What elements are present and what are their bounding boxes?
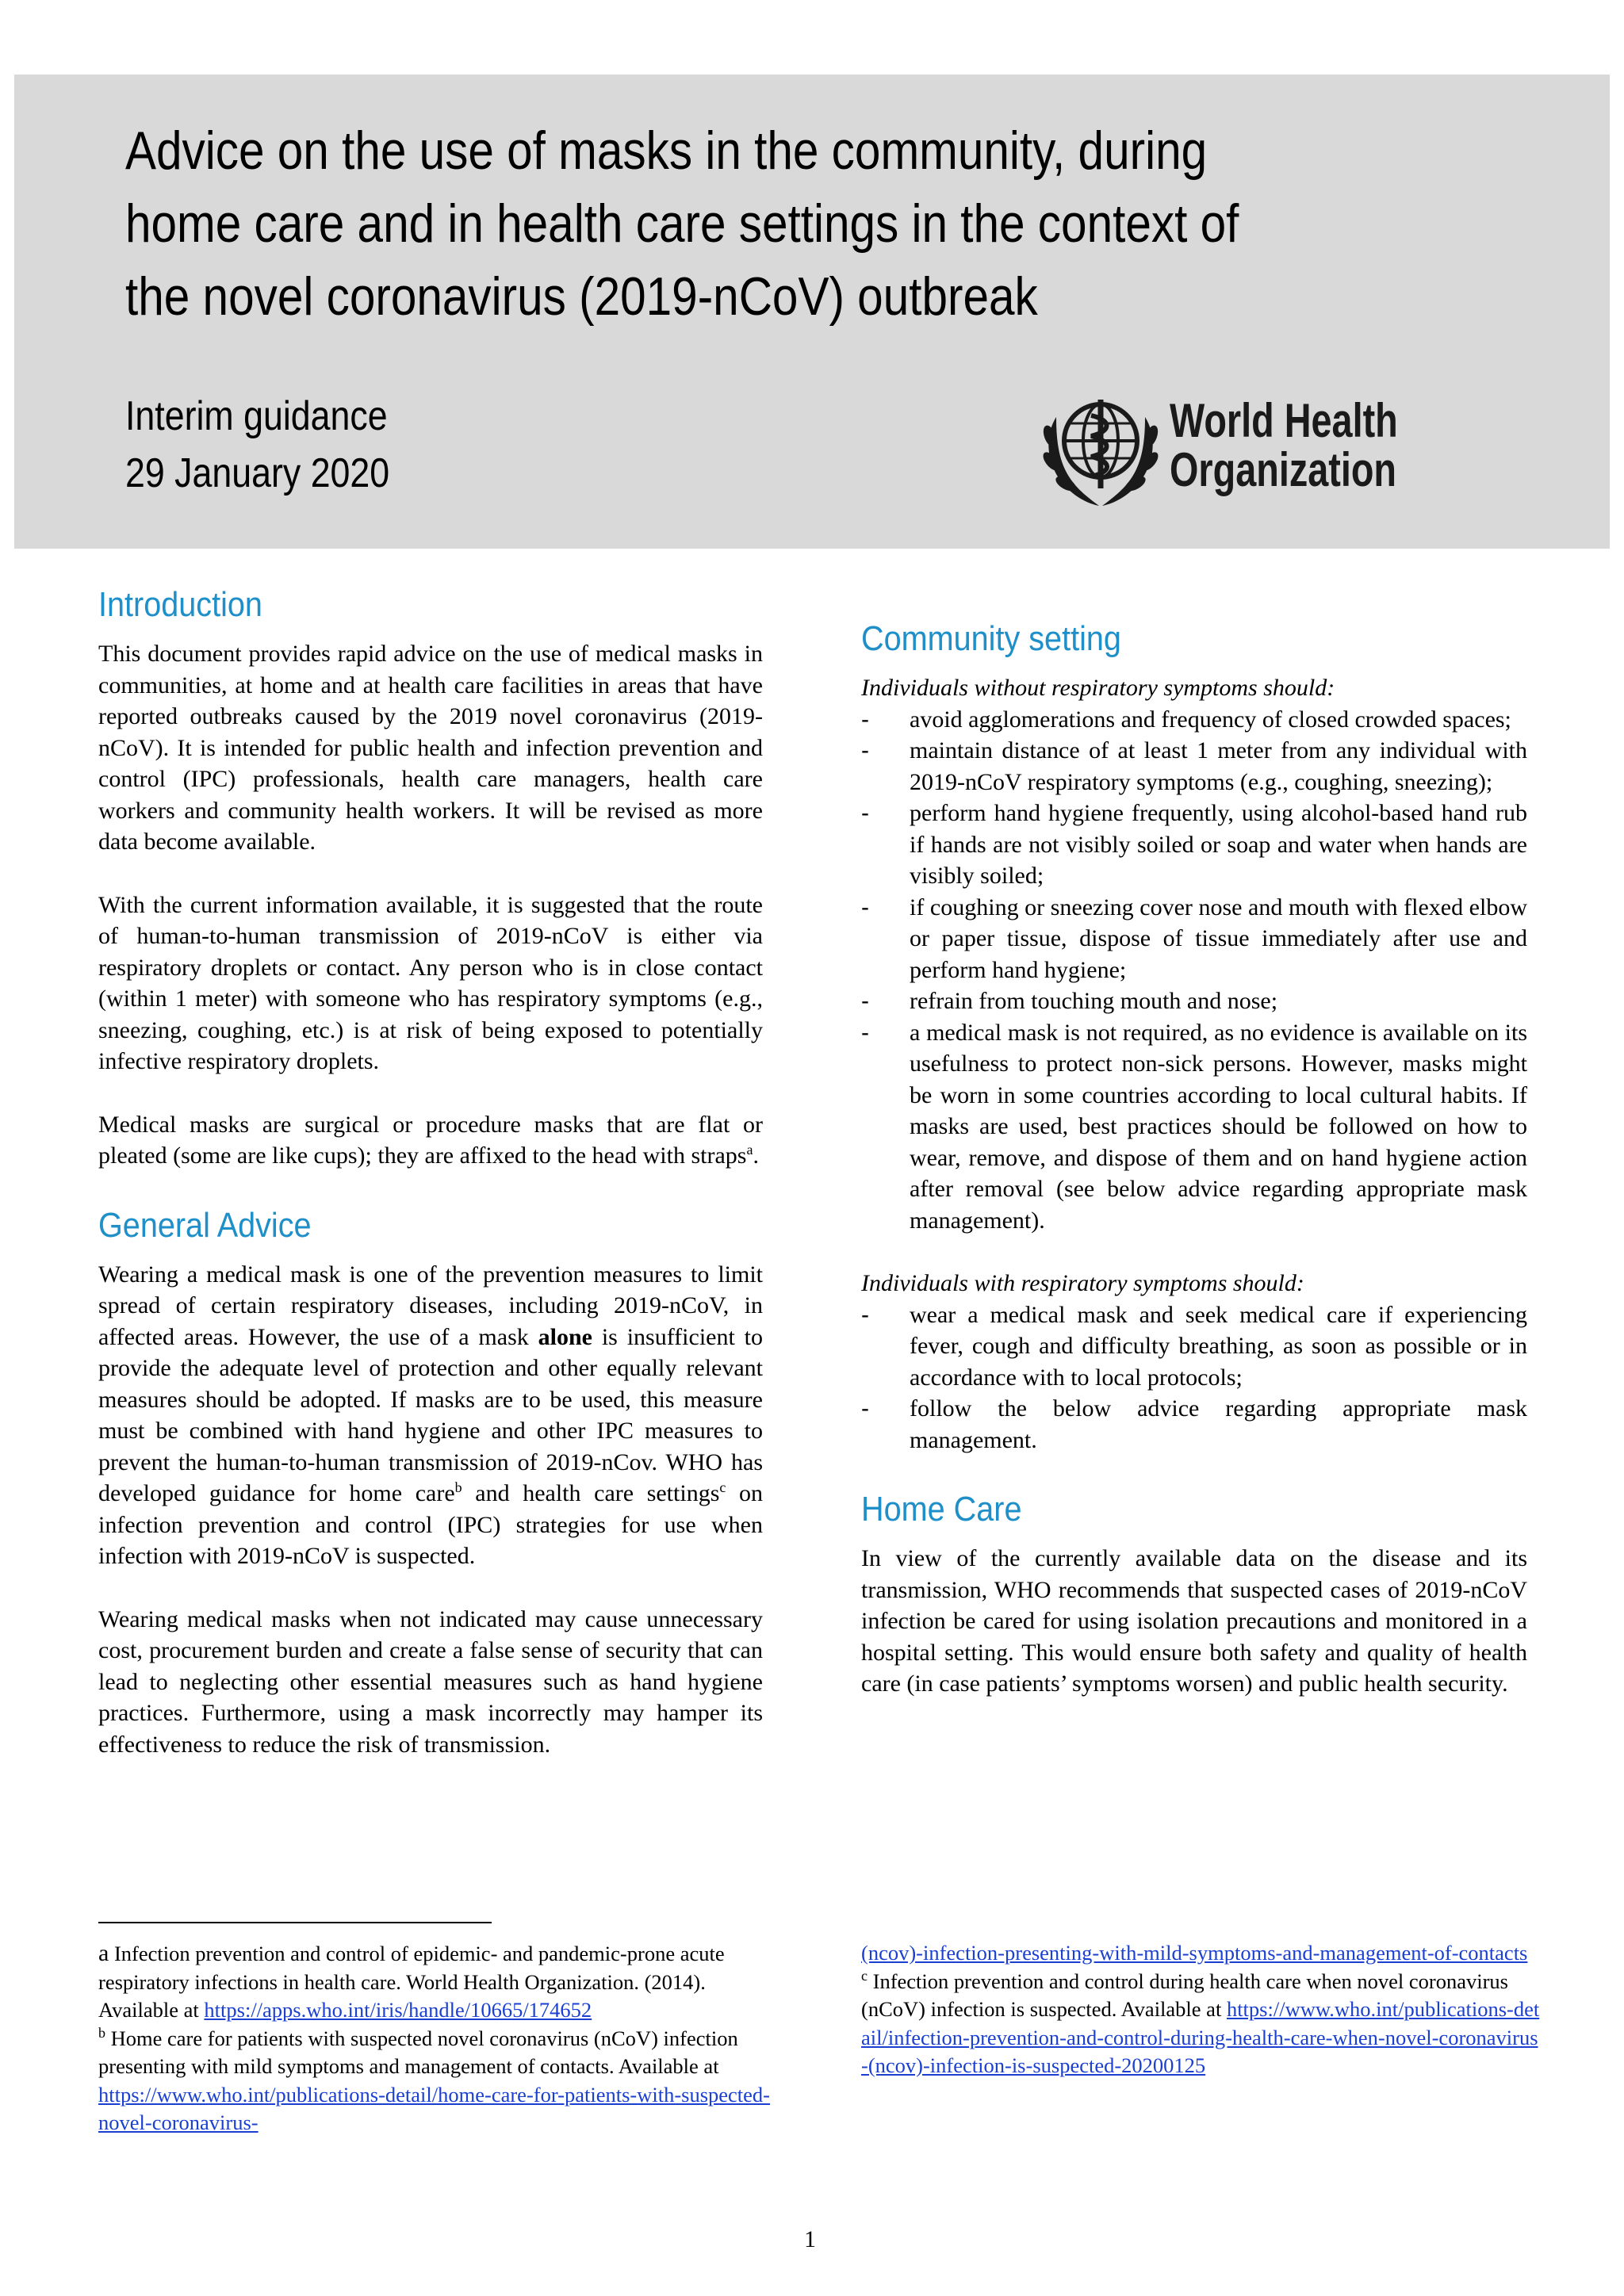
general-p1-text-1: Wearing a medical mask is one of the prevention measures to limit spread of certain respiratory diseases, including 2019-nCoV, in affected areas. However, the use of a mask [98,1261,763,1350]
footnote-b-link-continued[interactable]: (ncov)-infection-presenting-with-mild-symptoms-and-management-of-contacts [861,1941,1528,1965]
list-item: - follow the below advice regarding appropriate mask management. [861,1393,1527,1456]
footnote-a-mark: a [98,1940,109,1966]
footnotes-left [98,1939,772,2137]
general-advice-heading: General Advice [98,1205,312,1245]
footnote-b-mark: b [98,2024,105,2041]
document-title [125,114,1353,333]
introduction-heading: Introduction [98,585,262,624]
footnote-a-link[interactable]: https://apps.who.int/iris/handle/10665/174652 [204,1998,592,2022]
introduction-p3-text: Medical masks are surgical or procedure masks that are flat or pleated (some are like cups); they are affixed to the head with straps [98,1111,763,1169]
footnotes-right [861,1939,1543,2080]
footnote-ref-b[interactable]: b [454,1479,462,1495]
list-item: - maintain distance of at least 1 meter from any individual with 2019-nCoV respiratory symptoms (e.g., coughing, sneezing); [861,735,1527,798]
who-wordmark-line-2: Organization [1170,443,1397,496]
footnote-divider [98,1922,492,1923]
with-symptoms-list [861,1299,1527,1456]
footnote-ref-a[interactable]: a [746,1142,753,1158]
introduction-paragraph-2: With the current information available, it is suggested that the route of human-to-human transmission of 2019-nCoV is either via respiratory droplets or contact. Any person who is in close contact (within 1 meter) with someone who has respiratory symptoms (e.g., sneezing, coughing, etc.) is at risk of being exposed to potentially infective respiratory droplets. [98,891,763,1074]
title-line-2: home care and in health care settings in the context of [125,193,1239,254]
left-column [98,583,763,1792]
general-p1-text-4: on infection prevention and control (IPC) strategies for use when infection with 2019-nCoV is suspected. [98,1480,763,1569]
who-wordmark-line-1: World Health [1170,394,1398,447]
general-advice-paragraph-1 [98,1259,763,1572]
footnote-b-text: Home care for patients with suspected novel coronavirus (nCoV) infection presenting with mild symptoms and management of contacts. Available at [98,2026,738,2078]
interim-guidance-label: Interim guidance [125,393,388,439]
footnote-c [861,1968,1543,2080]
document-date: 29 January 2020 [125,450,390,496]
list-item: - perform hand hygiene frequently, using alcohol-based hand rub if hands are not visibly soiled or soap and water when hands are visibly soiled; [861,798,1527,892]
who-wordmark [1170,396,1398,495]
emphasis-alone: alone [538,1323,592,1350]
document-subtitle [125,388,389,502]
footnote-b-continued [861,1939,1543,1968]
list-item: - avoid agglomerations and frequency of closed crowded spaces; [861,704,1527,736]
header-banner [14,75,1610,549]
general-p1-text-3: and health care settings [462,1480,720,1506]
without-symptoms-list [861,704,1527,1237]
title-line-3: the novel coronavirus (2019-nCoV) outbreak [125,266,1038,327]
footnote-a [98,1939,772,2025]
who-logo [1039,385,1435,512]
right-column [861,617,1527,1732]
footnote-a-text: Infection prevention and control of epidemic- and pandemic-prone acute respiratory infections in health care. World Health Organization. (2014). Available at [98,1942,725,2022]
list-item: - a medical mask is not required, as no evidence is available on its usefulness to protect non-sick persons. However, masks might be worn in some countries according to local cultural habits. If masks are used, best practices should be followed on how to wear, remove, and dispose of them and on hand hygiene action after removal (see below advice regarding appropriate mask management). [861,1017,1527,1237]
list-item: - if coughing or sneezing cover nose and mouth with flexed elbow or paper tissue, dispose of tissue immediately after use and perform hand hygiene; [861,892,1527,986]
title-line-1: Advice on the use of masks in the community, during [125,121,1208,181]
home-care-heading: Home Care [861,1490,1022,1529]
community-setting-heading: Community setting [861,619,1121,658]
general-p1-text-2: is insufficient to provide the adequate level of protection and other equally relevant measures should be adopted. If masks are to be used, this measure must be combined with hand hygiene and other IPC measures to prevent the human-to-human transmission of 2019-nCov. WHO has developed guidance for home care [98,1323,764,1506]
without-symptoms-label: Individuals without respiratory symptoms should: [861,675,1335,701]
general-advice-paragraph-2: Wearing medical masks when not indicated may cause unnecessary cost, procurement burden and create a false sense of security that can lead to neglecting other essential measures such as hand hygiene practices. Furthermore, using a mask incorrectly may hamper its effectiveness to reduce the risk of transmission. [98,1605,763,1758]
introduction-p3-end: . [753,1142,759,1169]
with-symptoms-label: Individuals with respiratory symptoms should: [861,1270,1304,1296]
list-item: - wear a medical mask and seek medical care if experiencing fever, cough and difficulty breathing, as soon as possible or in accordance with to local protocols; [861,1299,1527,1394]
page-number: 1 [804,2226,816,2252]
list-item: - refrain from touching mouth and nose; [861,985,1527,1017]
introduction-paragraph-3 [98,1109,763,1172]
who-emblem-icon [1039,385,1162,512]
footnote-c-link[interactable]: https://www.who.int/publications-detail/infection-prevention-and-control-during-health-care-when-novel-coronavirus-(ncov)-infection-is-suspected-20200125 [861,1997,1540,2077]
footnote-ref-c[interactable]: c [719,1479,726,1495]
footnote-b-link[interactable]: https://www.who.int/publications-detail/home-care-for-patients-with-suspected-novel-coronavirus- [98,2082,770,2134]
home-care-paragraph-1: In view of the currently available data on the disease and its transmission, WHO recommends that suspected cases of 2019-nCoV infection be cared for using isolation precautions and monitored in a hospital setting. This would ensure both safety and quality of health care (in case patients’ symptoms worsen) and public health security. [861,1545,1527,1697]
footnote-c-mark: c [861,1967,868,1984]
footnote-b [98,2025,772,2137]
footnote-c-text: Infection prevention and control during health care when novel coronavirus (nCoV) infection is suspected. Available at [861,1969,1508,2021]
introduction-paragraph-1: This document provides rapid advice on the use of medical masks in communities, at home and at health care facilities in areas that have reported outbreaks caused by the 2019 novel coronavirus (2019-nCoV). It is intended for public health and infection prevention and control (IPC) professionals, health care managers, health care workers and community health workers. It will be revised as more data become available. [98,641,763,855]
